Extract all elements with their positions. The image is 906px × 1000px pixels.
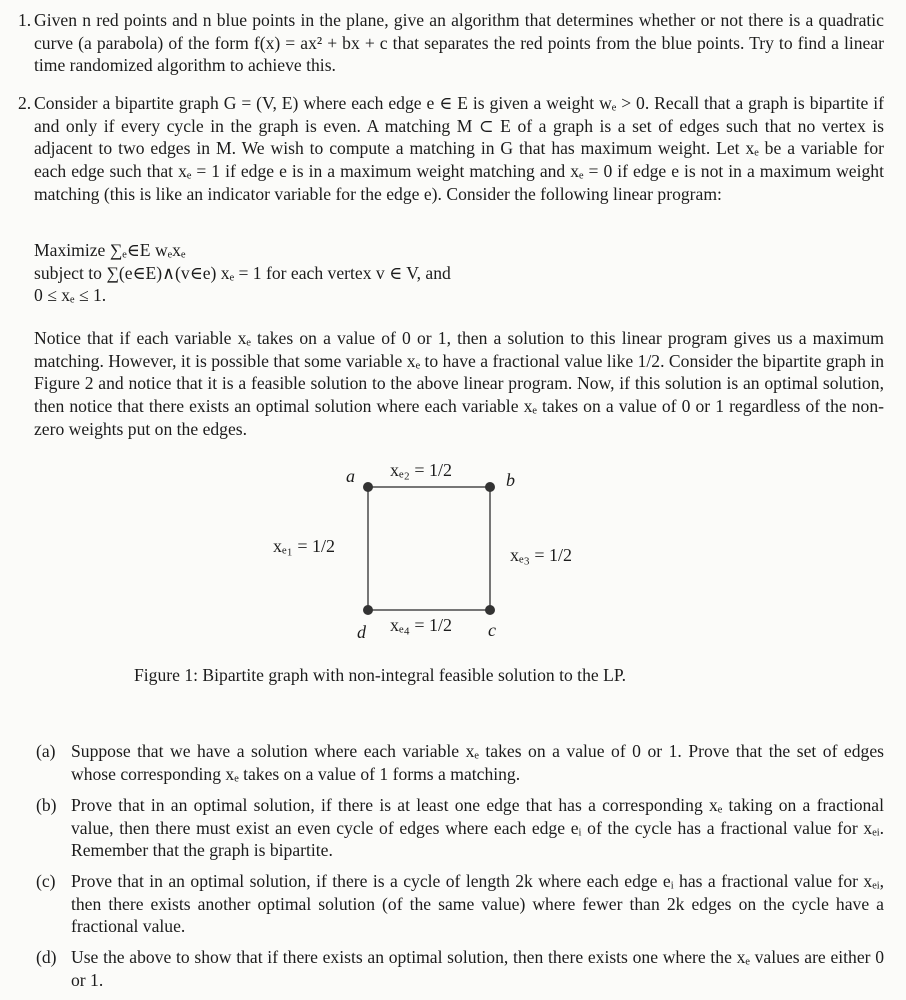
subpart-d <box>36 946 884 991</box>
edge-label-e1: xₑ₁ = 1/2 <box>273 536 336 556</box>
vertex-label-c: c <box>488 620 496 640</box>
lp-objective: Maximize ∑ₑ∈E wₑxₑ <box>34 240 186 260</box>
subpart-label: (b) <box>36 795 57 815</box>
notice-paragraph: Notice that if each variable xₑ takes on a value of 0 or 1, then a solution to this linear program gives us a maximum matching. However, it is possible that some variable xₑ to have a fractional value like 1/2. Consider the bipartite graph in Figure 2 and notice that it is a feasible solution to the above linear program. Now, if this solution is an optimal solution, then notice that there exists an optimal solution where each variable xₑ takes on a value of 0 or 1 regardless of the non-zero weights put on the edges. <box>34 328 884 439</box>
problem-text: Consider a bipartite graph G = (V, E) where each edge e ∈ E is given a weight wₑ > 0. Recall that a graph is bipartite if and only if every cycle in the graph is even. A matching M ⊂ E of a graph is a set of edges such that no vertex is adjacent to two edges in M. We wish to compute a matching in G that has maximum weight. Let xₑ be a variable for each edge such that xₑ = 1 if edge e is in a maximum weight matching and xₑ = 0 if edge e is not in a maximum weight matching (this is like an indicator variable for the edge e). Consider the following linear program: <box>34 93 884 204</box>
subpart-text: Prove that in an optimal solution, if there is at least one edge that has a corresponding xₑ taking on a fractional value, then there must exist an even cycle of edges where each edge eᵢ of the cycle has a fractional value for xₑᵢ. Remember that the graph is bipartite. <box>71 795 884 861</box>
vertex-c <box>485 605 495 615</box>
subpart-label: (d) <box>36 947 57 967</box>
subpart-label: (c) <box>36 871 56 891</box>
vertex-d <box>363 605 373 615</box>
lp-bounds: 0 ≤ xₑ ≤ 1. <box>34 285 107 306</box>
edge-label-e4: xₑ₄ = 1/2 <box>390 615 453 635</box>
lp-constraint: subject to ∑(e∈E)∧(v∈e) xₑ = 1 for each vertex v ∈ V, and <box>34 262 451 283</box>
subpart-b <box>36 794 884 862</box>
problem-number: 1. <box>18 10 32 30</box>
subpart-c <box>36 870 884 938</box>
vertex-a <box>363 482 373 492</box>
vertex-label-d: d <box>357 622 366 642</box>
subpart-text: Prove that in an optimal solution, if there is a cycle of length 2k where each edge eᵢ has a fractional value for xₑᵢ, then there exists another optimal solution (of the same value) where fewer than 2k edges on the cycle have a fractional value. <box>71 871 884 937</box>
subpart-label: (a) <box>36 741 56 761</box>
vertex-b <box>485 482 495 492</box>
vertex-label-a: a <box>346 466 355 486</box>
vertex-label-b: b <box>506 470 515 490</box>
problem-text: Given n red points and n blue points in the plane, give an algorithm that determines whether or not there is a quadratic curve (a parabola) of the form f(x) = ax² + bx + c that separates the red points from the blue points. Try to find a linear time randomized algorithm to achieve this. <box>34 10 884 76</box>
cycle-edges <box>368 487 490 610</box>
figure-caption: Figure 1: Bipartite graph with non-integral feasible solution to the LP. <box>134 665 627 685</box>
subpart-text: Use the above to show that if there exists an optimal solution, then there exists one where the xₑ values are either 0 or 1. <box>71 947 884 990</box>
problem-number: 2. <box>18 93 32 113</box>
edge-label-e2: xₑ₂ = 1/2 <box>390 460 453 480</box>
subpart-a <box>36 740 884 785</box>
edge-label-e3: xₑ₃ = 1/2 <box>510 545 573 565</box>
subpart-text: Suppose that we have a solution where each variable xₑ takes on a value of 0 or 1. Prove that the set of edges whose corresponding xₑ takes on a value of 1 forms a matching. <box>71 741 884 784</box>
